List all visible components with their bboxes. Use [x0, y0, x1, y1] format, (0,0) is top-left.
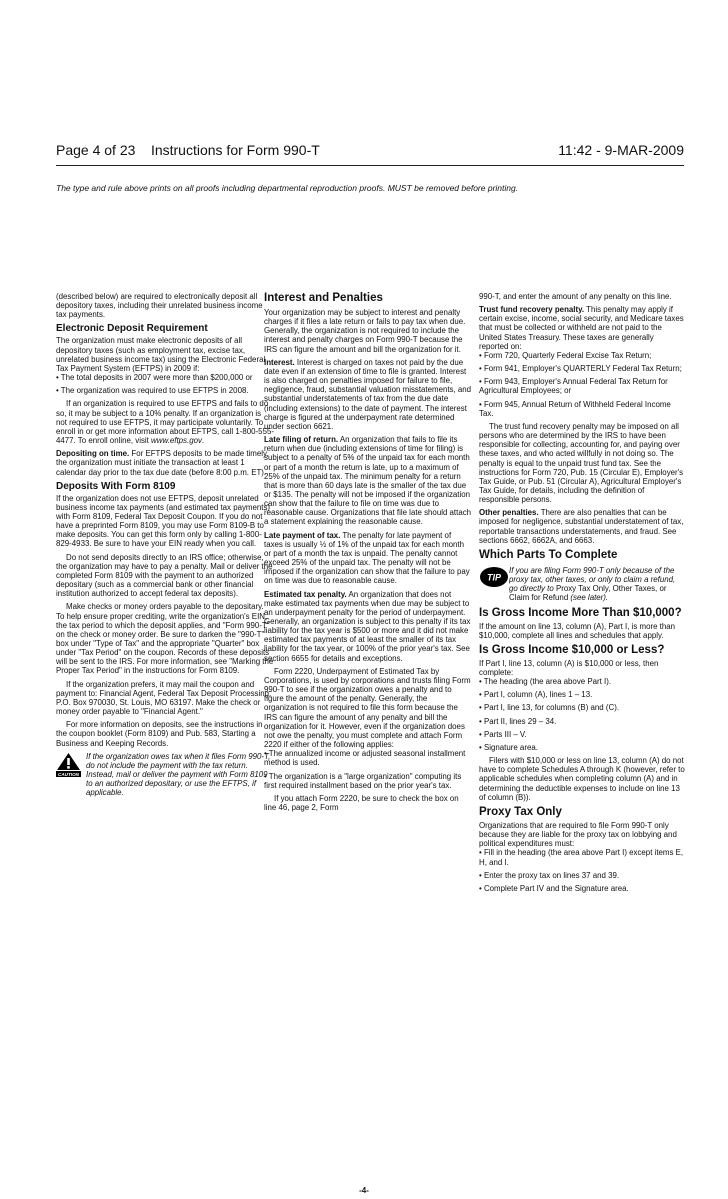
- tip-label: TIP: [486, 572, 502, 583]
- heading-gross-less: Is Gross Income $10,000 or Less?: [479, 643, 665, 656]
- bullet: • Part I, column (A), lines 1 – 13.: [479, 690, 593, 700]
- bullet: • Form 720, Quarterly Federal Excise Tax Return;: [479, 350, 652, 360]
- text: There are also penalties that can be imposed for negligence, substantial understatement of tax, reportable transactions understatements, and fraud. See sections 6662, 6662A, and 6663.: [479, 508, 684, 545]
- run-in-heading: Other penalties.: [479, 508, 539, 518]
- run-in-heading: Late filing of return.: [264, 435, 339, 445]
- text: (see later).: [568, 593, 609, 603]
- bullet: • Fill in the heading (the area above Part I) except items E, H, and I.: [479, 848, 684, 867]
- paragraph: [56, 399, 274, 445]
- text: Claim for Refund: [509, 593, 569, 603]
- bullet: • Signature area.: [479, 742, 538, 752]
- heading-proxy-tax: Proxy Tax Only: [479, 805, 562, 818]
- bullet: • The organization was required to use EFTPS in 2008.: [56, 386, 249, 396]
- bullet: • Form 945, Annual Return of Withheld Federal Income Tax.: [479, 399, 671, 418]
- bullet: • The heading (the area above Part I).: [479, 677, 612, 687]
- paragraph: If you attach Form 2220, be sure to check the box on line 46, page 2, Form: [264, 793, 459, 812]
- header-timestamp: 11:42 - 9-MAR-2009: [558, 142, 684, 158]
- text: If an organization is required to use EFTPS and fails to do so, it may be subject to a 10% penalty. If an organization is not required to use EFTPS, it may participate voluntarily. To enroll in or get more information about EFTPS, call 1-800-555-4477. To enroll online, visit: [56, 399, 274, 446]
- header-rule: [56, 165, 684, 166]
- paragraph: [264, 590, 472, 663]
- paragraph: Your organization may be subject to interest and penalty charges if it files a late return or fails to pay tax when due. Generally, the organization is not required to include the interest and penalty charges on Form 990-T because the IRS can figure the amount and bill the organization for it.: [264, 308, 466, 354]
- bullet: • The annualized income or adjusted seasonal installment method is used.: [264, 749, 466, 768]
- run-in-heading: Estimated tax penalty.: [264, 589, 347, 599]
- paragraph: [264, 358, 472, 431]
- page-header: [56, 142, 684, 164]
- header-title: Page 4 of 23 Instructions for Form 990-T: [56, 142, 320, 158]
- bullet: • Enter the proxy tax on lines 37 and 39.: [479, 870, 620, 880]
- page-number: -4-: [359, 1186, 369, 1195]
- paragraph: [479, 508, 685, 545]
- paragraph: For more information on deposits, see the instructions in the coupon booklet (Form 8109) and Pub. 583, Starting a Business and Keeping Records.: [56, 720, 263, 748]
- column-3: [479, 292, 685, 897]
- text: .: [201, 436, 205, 446]
- bullet: • Part II, lines 29 – 34.: [479, 716, 557, 726]
- paragraph: The trust fund recovery penalty may be imposed on all persons who are determined by the IRS to have been responsible for collecting, accounting for, and paying over these taxes, and who acted willfully in not doing so. The penalty is equal to the unpaid trust fund tax. See the instructions for Form 720, Pub. 15 (Circular E), Employer's Tax Guide, or Pub. 51 (Circular A), Agricultural Employer's Tax Guide, for details, including the definition of responsible persons.: [479, 421, 684, 505]
- text: An organization that does not make estimated tax payments when due may be subject to an underpayment penalty for the period of underpayment. Generally, an organization is subject to this penalty if its tax liability for the tax year is $500 or more and it did not make estimated tax payments of at least the smaller of its tax liability for the tax year, or 100% of the prior year's tax. See section 6655 for details and exceptions.: [264, 589, 471, 663]
- proof-notice: The type and rule above prints on all proofs including departmental reproduction proofs. MUST be removed before printing.: [56, 183, 519, 193]
- text: Proxy Tax Only, Other Taxes,: [553, 584, 658, 594]
- paragraph: [479, 305, 685, 351]
- paragraph: Make checks or money orders payable to the depositary. To help ensure proper crediting, write the organization's EIN, the tax period to which the deposit applies, and "Form 990-T" on the check or money order. Be sure to darken the "990-T" box under "Type of Tax" and the appropriate "Quarter" box under "Tax Period" on the coupon. Records of these deposits will be sent to the IRS. For more information, see "Marking the Proper Tax Period" in the instructions for Form 8109.: [56, 602, 274, 676]
- run-in-heading: Depositing on time.: [56, 449, 130, 459]
- paragraph: 990-T, and enter the amount of any penalty on this line.: [479, 292, 672, 301]
- heading-deposits-8109: Deposits With Form 8109: [56, 480, 176, 492]
- bullet: • Form 941, Employer's QUARTERLY Federal Tax Return;: [479, 364, 682, 374]
- paragraph: The organization must make electronic deposits of all depository taxes (such as employment tax, excise tax, unrelated business income tax) using the Electronic Federal Tax Payment System (EFTPS) in 2009 if:: [56, 336, 266, 373]
- column-1: [56, 292, 274, 802]
- paragraph: Filers with $10,000 or less on line 13, column (A) do not have to complete Schedules A through K (however, refer to applicable schedules when completing column (A) and in determining the deductible expenses to include on line 13 of column (B)).: [479, 756, 685, 802]
- text: For EFTPS deposits to be made timely, the organization must initiate the transaction at least 1 calendar day prior to the tax due date (before 8:00 p.m. ET).: [56, 449, 269, 477]
- bullet: • The organization is a "large organization" computing its first required installment based on the prior year's tax.: [264, 771, 462, 790]
- heading-interest-penalties: Interest and Penalties: [264, 292, 383, 304]
- paragraph: [264, 531, 472, 586]
- bullet: • Form 943, Employer's Annual Federal Tax Return for Agricultural Employees; or: [479, 377, 668, 396]
- heading-gross-more: Is Gross Income More Than $10,000?: [479, 606, 682, 619]
- caution-note: [56, 752, 274, 798]
- paragraph: Do not send deposits directly to an IRS office; otherwise, the organization may have to pay a penalty. Mail or deliver the completed Form 8109 with the payment to an authorized depositary (such as a commercial bank or other financial institution authorized to accept federal tax deposits).: [56, 552, 273, 599]
- column-2: [264, 292, 472, 816]
- run-in-heading: Trust fund recovery penalty.: [479, 305, 585, 315]
- text: The penalty for late payment of taxes is usually ½ of 1% of the unpaid tax for each month or part of a month the tax is unpaid. The penalty cannot exceed 25% of the unpaid tax. The penalty will not be imposed if the organization can show that the failure to pay on time was due to reasonable cause.: [264, 530, 470, 586]
- heading-which-parts: Which Parts To Complete: [479, 548, 618, 561]
- eftps-url: www.eftps.gov: [151, 436, 202, 446]
- text: This penalty may apply if certain excise, income, social security, and Medicare taxes that must be collected or withheld are not paid to the United States Treasury. These taxes are generally reported on:: [479, 305, 684, 351]
- tip-text: [479, 566, 685, 603]
- caution-text: If the organization owes tax when it files Form 990-T, do not include the payment with the tax return. Instead, mail or deliver the payment with Form 8109 to an authorized depositary, or use the EFTPS, if applicable.: [86, 751, 271, 798]
- bullet: • The total deposits in 2007 were more than $200,000 or: [56, 373, 253, 383]
- run-in-heading: Late payment of tax.: [264, 530, 341, 540]
- paragraph: If Part I, line 13, column (A) is $10,000 or less, then complete:: [479, 658, 659, 677]
- heading-electronic-deposit: Electronic Deposit Requirement: [56, 323, 208, 335]
- text: If you are filing Form 990-T only because of the proxy tax, other taxes, or only to claim a refund, go directly to: [509, 565, 676, 594]
- paragraph: If the organization prefers, it may mail the coupon and payment to: Financial Agent, Federal Tax Deposit Processing, P.O. Box 970030, St. Louis, MO 63197. Make the check or money order payable to "Financial Agent.": [56, 679, 272, 717]
- text: Interest is charged on taxes not paid by the due date even if an extension of time to file is granted. Interest is also charged on penalties imposed for failure to file, negligence, fraud, substantial valuation misstatements, and substantial understatements of tax from the due date (including extensions) to the date of payment. The interest charge is figured at the underpayment rate determined under section 6621.: [264, 357, 472, 431]
- caution-label: CAUTION: [58, 771, 79, 777]
- tip-note: [479, 566, 685, 603]
- bullet: • Part I, line 13, for columns (B) and (C).: [479, 703, 620, 713]
- paragraph: Organizations that are required to file Form 990-T only because they are liable for the proxy tax on lobbying and political expenditures must:: [479, 820, 677, 849]
- paragraph: Form 2220, Underpayment of Estimated Tax by Corporations, is used by corporations and trusts filing Form 990-T to see if the organization owes a penalty and to figure the amount of the penalty. Generally, the organization is not required to file this form because the IRS can figure the amount of any penalty and bill the organization for it. However, even if the organization does not owe the penalty, you must complete and attach Form 2220 if either of the following applies:: [264, 666, 471, 750]
- tip-icon: [479, 566, 509, 590]
- paragraph: If the organization does not use EFTPS, deposit unrelated business income tax payments (and estimated tax payments) with Form 8109, Federal Tax Deposit Coupon. If you do not have a preprinted Form 8109, you may use Form 8109-B to make deposits. You can get this form only by calling 1-800-829-4933. Be sure to have your EIN ready when you call.: [56, 493, 271, 549]
- paragraph: [56, 449, 274, 476]
- paragraph: If the amount on line 13, column (A), Part I, is more than $10,000, complete all lines and schedules that apply.: [479, 621, 676, 640]
- bullet: • Parts III – V.: [479, 729, 527, 739]
- caution-icon: [56, 752, 81, 779]
- text: or: [657, 584, 667, 594]
- paragraph: [264, 435, 472, 527]
- paragraph: (described below) are required to electronically deposit all depository taxes, including their unrelated business income tax payments.: [56, 292, 263, 320]
- run-in-heading: Interest.: [264, 357, 295, 367]
- bullet: • Complete Part IV and the Signature area.: [479, 883, 629, 893]
- text: An organization that fails to file its return when due (including extensions of time for filing) is subject to a penalty of 5% of the unpaid tax for each month or part of a month the return is late, up to a maximum of 25% of the unpaid tax. The minimum penalty for a return that is more than 60 days late is the smaller of the tax due or $135. The penalty will not be imposed if the organization can show that the failure to file on time was due to reasonable cause. Organizations that file late should attach a statement explaining the reasonable cause.: [264, 435, 472, 527]
